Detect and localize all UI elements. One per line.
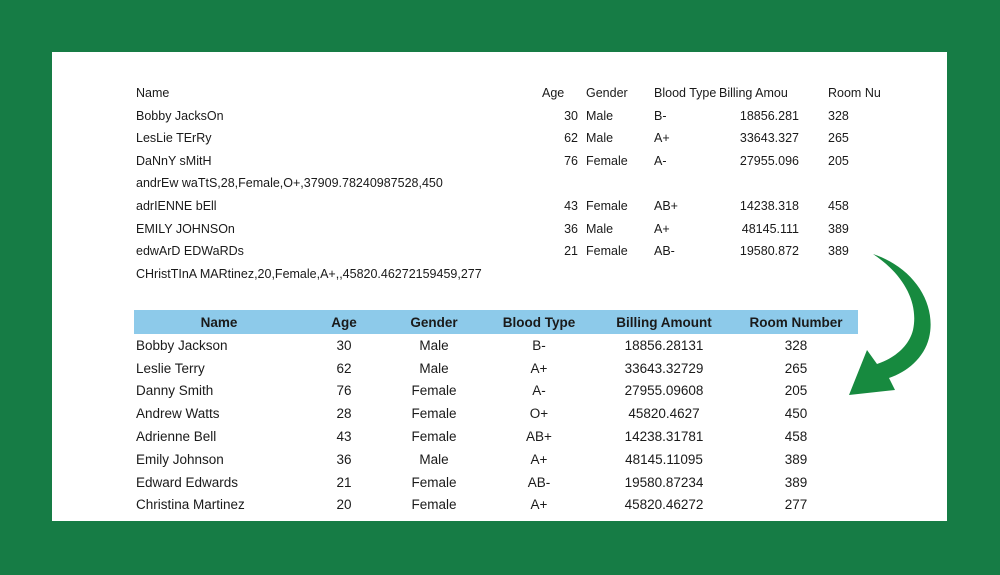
- cell-room-number: 389: [784, 451, 808, 467]
- cell-gender: Male: [419, 360, 449, 376]
- cell-gender: Female: [411, 383, 457, 399]
- table-row: [134, 380, 858, 403]
- raw-cell-name: LesLie TErRy: [136, 131, 212, 146]
- raw-cell-blood-type: B-: [654, 108, 667, 123]
- raw-row: [136, 105, 866, 128]
- raw-cell-blood-type: A+: [654, 221, 670, 236]
- raw-cell-name: EMILY JOHNSOn: [136, 221, 235, 236]
- raw-cell-age: 30: [564, 108, 578, 123]
- cell-blood-type: A+: [530, 451, 548, 467]
- clean-header-row: [134, 310, 858, 334]
- cell-gender: Male: [419, 337, 449, 353]
- raw-cell-age: 76: [564, 153, 578, 168]
- raw-cell-blood-type: A+: [654, 131, 670, 146]
- cell-room-number: 277: [784, 497, 808, 513]
- cell-blood-type: AB-: [527, 474, 551, 490]
- raw-cell-room: 389: [828, 244, 849, 259]
- raw-cell-blood-type: AB+: [654, 198, 678, 213]
- cell-blood-type: B-: [532, 337, 546, 353]
- raw-row: [136, 218, 866, 241]
- cell-billing-amount: 19580.87234: [624, 474, 704, 490]
- raw-cell-name: edwArD EDWaRDs: [136, 244, 244, 259]
- raw-cell-age: 21: [564, 244, 578, 259]
- cell-billing-amount: 33643.32729: [624, 360, 704, 376]
- cell-billing-amount: 27955.09608: [624, 383, 704, 399]
- raw-cell-gender: Male: [586, 221, 614, 236]
- raw-header-age: Age: [542, 86, 565, 100]
- clean-table: [134, 310, 858, 516]
- raw-cell-gender: Female: [586, 198, 628, 213]
- cell-billing-amount: 14238.31781: [624, 429, 704, 445]
- raw-cell-age: 43: [564, 198, 578, 213]
- raw-row: [136, 240, 866, 263]
- raw-row: [136, 127, 866, 150]
- column-header-gender: Gender: [384, 310, 484, 334]
- raw-header-name: Name: [136, 86, 170, 100]
- table-row: [134, 402, 858, 425]
- cell-blood-type: A+: [530, 360, 548, 376]
- raw-header-row: [136, 82, 881, 105]
- raw-cell-room: 328: [828, 108, 849, 123]
- raw-cell-name: Bobby JacksOn: [136, 108, 224, 123]
- cell-age: 36: [336, 451, 352, 467]
- cell-name: Emily Johnson: [136, 451, 224, 467]
- raw-cell-unsplit: CHristTInA MARtinez,20,Female,A+,,45820.46272159459,277: [136, 266, 482, 281]
- column-header-billing-amount: Billing Amount: [594, 310, 734, 334]
- cell-name: Bobby Jackson: [136, 337, 228, 353]
- column-header-blood-type: Blood Type: [484, 310, 594, 334]
- cell-age: 76: [336, 383, 352, 399]
- cell-name: Andrew Watts: [136, 406, 220, 422]
- raw-row-unsplit: [136, 172, 866, 195]
- raw-cell-room: 265: [828, 131, 849, 146]
- content-card: [52, 52, 947, 521]
- cell-gender: Male: [419, 451, 449, 467]
- cell-age: 30: [336, 337, 352, 353]
- raw-data-block: [136, 82, 881, 285]
- cell-room-number: 389: [784, 474, 808, 490]
- raw-row: [136, 195, 866, 218]
- raw-cell-age: 62: [564, 131, 578, 146]
- cell-room-number: 458: [784, 429, 808, 445]
- raw-row: [136, 150, 866, 173]
- raw-cell-billing: 33643.327: [739, 131, 799, 146]
- cell-blood-type: AB+: [526, 429, 552, 445]
- raw-cell-billing: 19580.872: [739, 244, 799, 259]
- cell-billing-amount: 18856.28131: [624, 337, 704, 353]
- cell-gender: Female: [411, 406, 457, 422]
- cell-age: 43: [336, 429, 352, 445]
- raw-header-billing: Billing Amou: [719, 86, 788, 100]
- raw-cell-billing: 14238.318: [739, 198, 799, 213]
- raw-cell-billing: 27955.096: [739, 153, 799, 168]
- table-row: [134, 448, 858, 471]
- raw-cell-unsplit: andrEw waTtS,28,Female,O+,37909.78240987528,450: [136, 176, 443, 191]
- raw-cell-age: 36: [564, 221, 578, 236]
- cell-name: Adrienne Bell: [136, 429, 217, 445]
- cell-blood-type: A+: [530, 497, 548, 513]
- cell-gender: Female: [411, 429, 457, 445]
- table-row: [134, 425, 858, 448]
- cell-age: 62: [336, 360, 352, 376]
- cell-age: 20: [336, 497, 352, 513]
- raw-cell-gender: Female: [586, 244, 628, 259]
- cell-name: Edward Edwards: [136, 474, 239, 490]
- raw-row-unsplit: [136, 263, 866, 286]
- cell-billing-amount: 45820.4627: [628, 406, 700, 422]
- table-row: [134, 357, 858, 380]
- cell-room-number: 205: [784, 383, 808, 399]
- raw-header-room: Room Nu: [828, 86, 881, 100]
- cell-billing-amount: 45820.46272: [624, 497, 704, 513]
- cell-name: Danny Smith: [136, 383, 214, 399]
- raw-cell-room: 389: [828, 221, 849, 236]
- column-header-age: Age: [304, 310, 384, 334]
- raw-cell-billing: 18856.281: [739, 108, 799, 123]
- raw-cell-room: 205: [828, 153, 849, 168]
- cell-gender: Female: [411, 474, 457, 490]
- cell-gender: Female: [411, 497, 457, 513]
- raw-cell-blood-type: AB-: [654, 244, 675, 259]
- raw-header-gender: Gender: [586, 86, 628, 100]
- cell-name: Leslie Terry: [136, 360, 205, 376]
- raw-cell-name: DaNnY sMitH: [136, 153, 212, 168]
- raw-cell-name: adrIENNE bEll: [136, 198, 217, 213]
- cell-room-number: 328: [784, 337, 808, 353]
- cell-name: Christina Martinez: [136, 497, 245, 513]
- raw-cell-gender: Male: [586, 131, 614, 146]
- cell-age: 21: [336, 474, 352, 490]
- cell-room-number: 450: [784, 406, 808, 422]
- raw-cell-gender: Male: [586, 108, 614, 123]
- curved-arrow-down-left-icon: [845, 250, 945, 400]
- raw-header-blood-type: Blood Type: [654, 86, 717, 100]
- cell-blood-type: A-: [532, 383, 546, 399]
- table-row: [134, 334, 858, 357]
- raw-cell-blood-type: A-: [654, 153, 667, 168]
- column-header-room-number: Room Number: [734, 310, 858, 334]
- cell-age: 28: [336, 406, 352, 422]
- raw-cell-billing: 48145.111: [741, 221, 799, 236]
- cell-room-number: 265: [784, 360, 808, 376]
- column-header-name: Name: [134, 310, 304, 334]
- cell-blood-type: O+: [529, 406, 549, 422]
- raw-cell-gender: Female: [586, 153, 628, 168]
- table-row: [134, 471, 858, 494]
- table-row: [134, 494, 858, 517]
- raw-cell-room: 458: [828, 198, 849, 213]
- cell-billing-amount: 48145.11095: [625, 451, 703, 467]
